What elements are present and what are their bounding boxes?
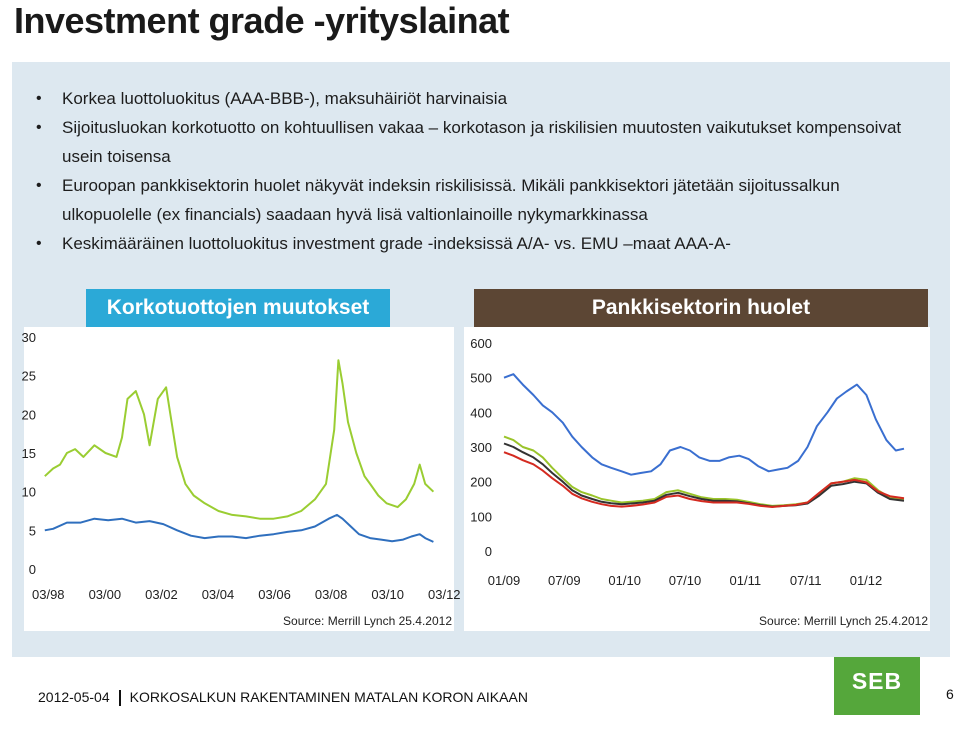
- x-tick-label: 03/06: [258, 587, 291, 602]
- series-line: [504, 374, 904, 475]
- x-tick-label: 01/09: [487, 573, 521, 588]
- yield-change-chart: [21, 327, 461, 631]
- y-tick-label: 0: [484, 544, 492, 559]
- bullet-item: • Sijoitusluokan korkotuotto on kohtuullisen vakaa – korkotason ja riskilisien muutosten vaikutukset kompensoivat usein toisensa: [26, 113, 926, 171]
- slide-title: Investment grade -yrityslainat: [14, 0, 510, 41]
- y-tick-label: 20: [21, 407, 36, 423]
- bullet-list: [26, 84, 926, 258]
- left-chart-badge: Korkotuottojen muutokset: [86, 289, 390, 327]
- x-tick-label: 07/09: [548, 573, 581, 588]
- y-tick-label: 200: [470, 474, 492, 490]
- bullet-item: • Keskimääräinen luottoluokitus investment grade -indeksissä A/A- vs. EMU –maat AAA-A-: [26, 229, 926, 258]
- series-line: [45, 360, 434, 519]
- x-tick-label: 03/12: [428, 587, 461, 602]
- x-tick-label: 07/11: [789, 573, 822, 588]
- y-tick-label: 500: [470, 370, 492, 386]
- series-line: [45, 515, 434, 542]
- bank-sector-chart: [464, 327, 930, 631]
- y-tick-label: 100: [470, 509, 492, 525]
- y-tick-label: 0: [28, 562, 36, 577]
- footer: [38, 689, 528, 706]
- y-tick-label: 5: [28, 523, 36, 539]
- x-tick-label: 03/04: [201, 587, 235, 602]
- chart-source: Source: Merrill Lynch 25.4.2012: [759, 614, 928, 628]
- footer-separator: [119, 690, 121, 706]
- right-chart-area: [464, 327, 930, 631]
- x-tick-label: 01/12: [849, 573, 883, 588]
- y-tick-label: 15: [21, 446, 36, 461]
- left-chart-area: [21, 327, 461, 631]
- x-tick-label: 03/00: [88, 587, 122, 602]
- x-tick-label: 03/02: [145, 587, 178, 602]
- y-tick-label: 30: [21, 330, 36, 345]
- y-tick-label: 400: [470, 405, 492, 421]
- seb-logo: [834, 657, 920, 715]
- x-tick-label: 01/10: [608, 573, 641, 588]
- chart-source: Source: Merrill Lynch 25.4.2012: [283, 614, 452, 628]
- series-line: [504, 437, 904, 506]
- footer-date: 2012-05-04: [38, 689, 110, 705]
- y-tick-label: 600: [470, 336, 492, 351]
- x-tick-label: 07/10: [668, 573, 702, 588]
- bullet-item: • Euroopan pankkisektorin huolet näkyvät indeksin riskilisissä. Mikäli pankkisektori jätetään sijoitussalkun ulkopuolelle (ex financials) saadaan hyvä lisä valtionlainoille nykymarkkinassa: [26, 171, 926, 229]
- y-tick-label: 25: [21, 368, 36, 384]
- footer-text: KORKOSALKUN RAKENTAMINEN MATALAN KORON AIKAAN: [129, 689, 528, 705]
- bullet-item: • Korkea luottoluokitus (AAA-BBB-), maksuhäiriöt harvinaisia: [26, 84, 926, 113]
- y-tick-label: 10: [21, 484, 36, 500]
- x-tick-label: 01/11: [729, 573, 762, 588]
- x-tick-label: 03/98: [32, 587, 65, 602]
- x-tick-label: 03/08: [314, 587, 348, 602]
- logo-text: SEB: [851, 668, 903, 694]
- right-chart-badge: Pankkisektorin huolet: [474, 289, 928, 327]
- x-tick-label: 03/10: [371, 587, 404, 602]
- page-number: 6: [946, 686, 954, 702]
- y-tick-label: 300: [470, 440, 492, 455]
